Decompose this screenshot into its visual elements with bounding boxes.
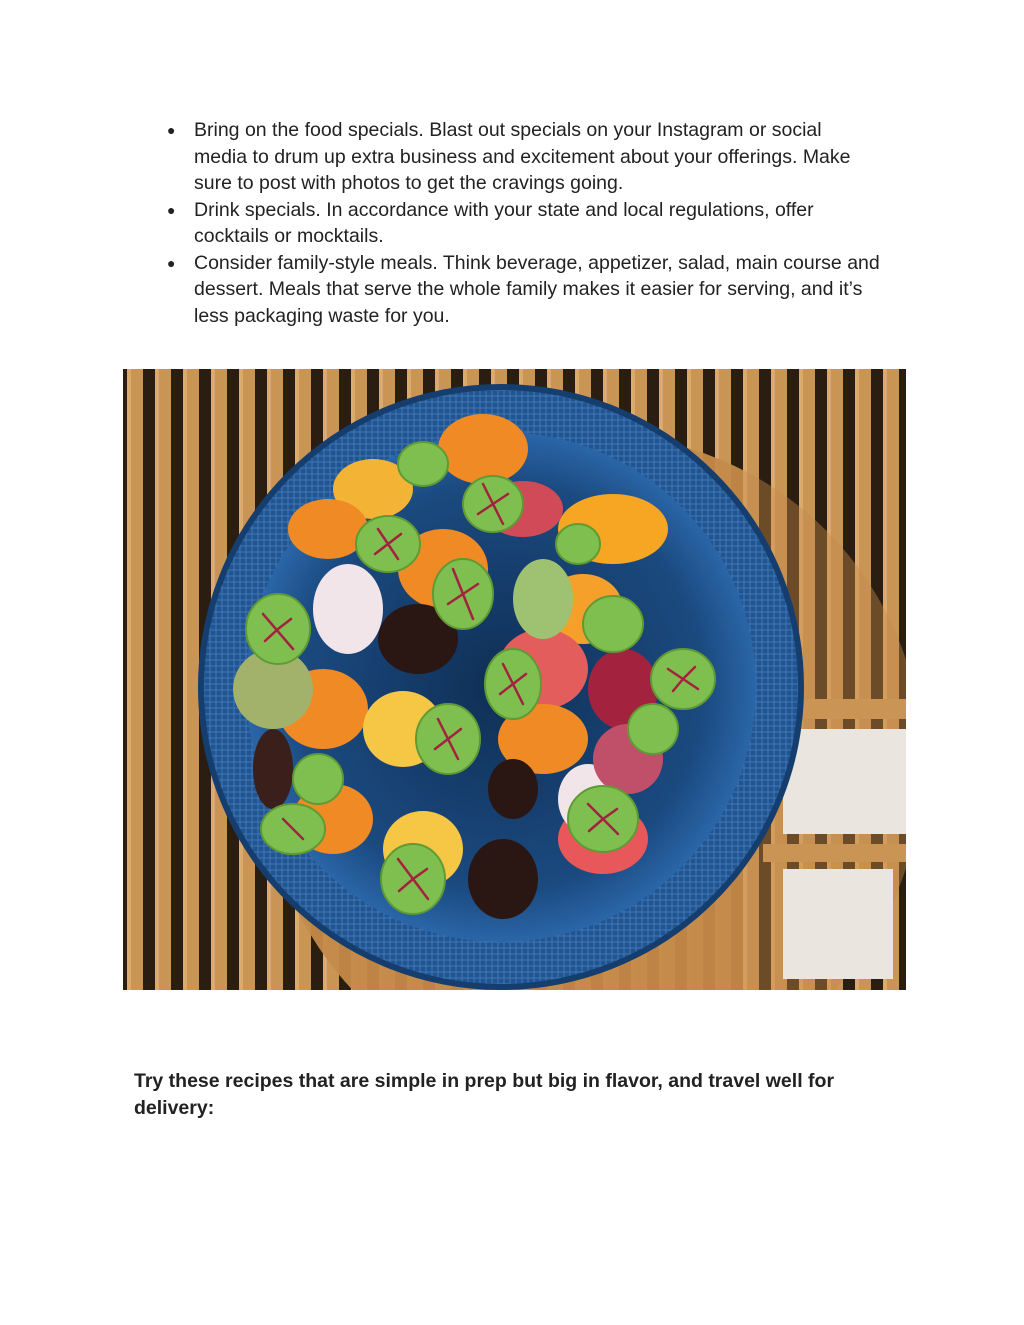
bullet-icon: ● bbox=[167, 122, 176, 138]
list-item-text: Bring on the food specials. Blast out specials on your Instagram or social media to drum up extra business and excitement about your offerings. Make sure to post with photos to get the cravings going. bbox=[194, 119, 851, 194]
bullet-icon: ● bbox=[167, 254, 176, 271]
list-item bbox=[160, 250, 880, 330]
list-item-text: Consider family-style meals. Think beverage, appetizer, salad, main course and dessert. Meals that serve the whole family makes it easier for serving, and it’s less packaging waste for you. bbox=[194, 251, 880, 327]
tips-list bbox=[160, 117, 880, 329]
section-heading: Try these recipes that are simple in prep but big in flavor, and travel well for delivery: bbox=[134, 1070, 835, 1119]
salad-illustration bbox=[123, 369, 906, 990]
list-item bbox=[160, 197, 880, 250]
list-item bbox=[160, 117, 880, 197]
list-item-text: Drink specials. In accordance with your state and local regulations, offer cocktails or mocktails. bbox=[194, 198, 814, 247]
salad-bowl-photo bbox=[123, 369, 906, 990]
bullet-icon: ● bbox=[167, 201, 176, 218]
